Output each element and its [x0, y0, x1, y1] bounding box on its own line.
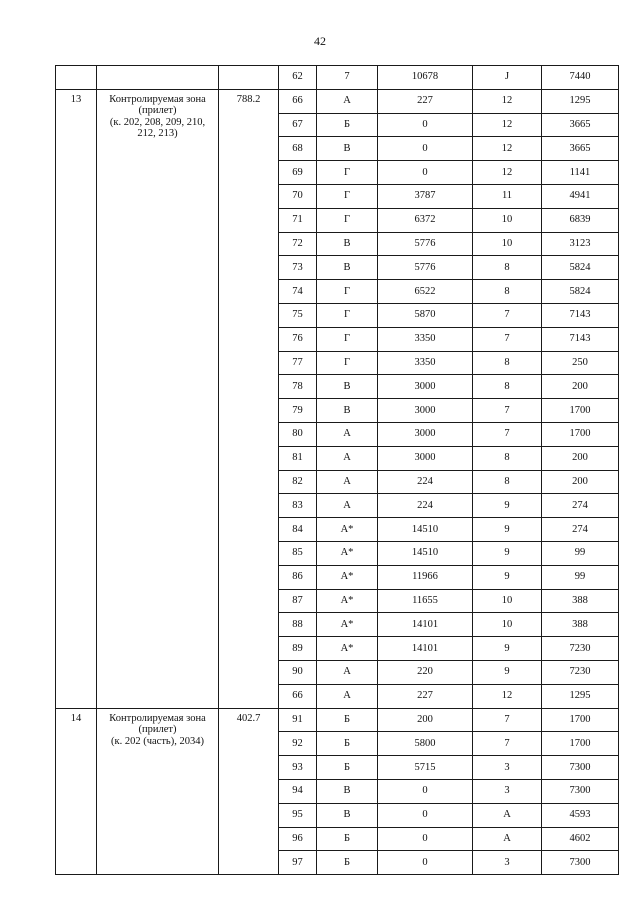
coordinate-value: 200: [542, 446, 619, 470]
coordinate-value: 200: [542, 470, 619, 494]
distance-value: 0: [378, 161, 473, 185]
point-number: 72: [279, 232, 317, 256]
distance-value: 200: [378, 708, 473, 732]
edge-type: А*: [317, 518, 378, 542]
edge-type: Г: [317, 280, 378, 304]
height-value: 7: [473, 327, 542, 351]
distance-value: 14101: [378, 613, 473, 637]
distance-value: 11655: [378, 589, 473, 613]
coordinate-value: 1295: [542, 684, 619, 708]
edge-type: В: [317, 399, 378, 423]
distance-value: 10678: [378, 66, 473, 90]
coordinate-value: 1700: [542, 708, 619, 732]
point-number: 79: [279, 399, 317, 423]
height-value: А: [473, 827, 542, 851]
coordinate-value: 6839: [542, 208, 619, 232]
distance-value: 227: [378, 684, 473, 708]
table-row: [56, 708, 619, 732]
coordinate-value: 3123: [542, 232, 619, 256]
point-number: 92: [279, 732, 317, 756]
distance-value: 14510: [378, 541, 473, 565]
height-value: 3: [473, 779, 542, 803]
coordinate-value: 7230: [542, 660, 619, 684]
height-value: J: [473, 66, 542, 90]
point-number: 97: [279, 851, 317, 875]
point-number: 89: [279, 637, 317, 661]
point-number: 78: [279, 375, 317, 399]
point-number: 87: [279, 589, 317, 613]
coordinate-value: 7300: [542, 756, 619, 780]
height-value: 9: [473, 637, 542, 661]
zone-line: 212, 213): [137, 128, 178, 140]
empty-cell: [219, 66, 279, 90]
zone-line: (к. 202 (часть), 2034): [111, 735, 204, 747]
point-number: 66: [279, 684, 317, 708]
edge-type: Б: [317, 827, 378, 851]
height-value: 7: [473, 732, 542, 756]
distance-value: 0: [378, 803, 473, 827]
point-number: 88: [279, 613, 317, 637]
edge-type: А: [317, 684, 378, 708]
point-number: 84: [279, 518, 317, 542]
height-value: 8: [473, 280, 542, 304]
section-number: 13: [56, 89, 97, 708]
edge-type: А: [317, 446, 378, 470]
point-number: 93: [279, 756, 317, 780]
zone-area: 402.7: [219, 708, 279, 875]
empty-cell: [97, 66, 219, 90]
edge-type: В: [317, 803, 378, 827]
point-number: 83: [279, 494, 317, 518]
edge-type: В: [317, 375, 378, 399]
edge-type: Б: [317, 113, 378, 137]
edge-type: Г: [317, 208, 378, 232]
distance-value: 3000: [378, 375, 473, 399]
distance-value: 14510: [378, 518, 473, 542]
height-value: 10: [473, 613, 542, 637]
edge-type: А*: [317, 565, 378, 589]
coordinate-value: 7440: [542, 66, 619, 90]
distance-value: 0: [378, 113, 473, 137]
coordinate-table: [55, 65, 619, 875]
coordinate-value: 388: [542, 613, 619, 637]
distance-value: 5715: [378, 756, 473, 780]
edge-type: А*: [317, 541, 378, 565]
distance-value: 3000: [378, 422, 473, 446]
point-number: 80: [279, 422, 317, 446]
height-value: 10: [473, 589, 542, 613]
point-number: 86: [279, 565, 317, 589]
coordinate-value: 1700: [542, 732, 619, 756]
coordinate-value: 3665: [542, 113, 619, 137]
page-number: 42: [314, 34, 326, 48]
coordinate-value: 1295: [542, 89, 619, 113]
coordinate-value: 4593: [542, 803, 619, 827]
height-value: 9: [473, 541, 542, 565]
edge-type: А: [317, 89, 378, 113]
zone-line: Контролируемая зона: [109, 93, 206, 105]
edge-type: Г: [317, 351, 378, 375]
distance-value: 5800: [378, 732, 473, 756]
height-value: 9: [473, 494, 542, 518]
point-number: 71: [279, 208, 317, 232]
distance-value: 6522: [378, 280, 473, 304]
distance-value: 0: [378, 827, 473, 851]
point-number: 68: [279, 137, 317, 161]
height-value: 8: [473, 256, 542, 280]
point-number: 73: [279, 256, 317, 280]
height-value: 9: [473, 565, 542, 589]
edge-type: А: [317, 660, 378, 684]
height-value: 8: [473, 375, 542, 399]
distance-value: 3350: [378, 327, 473, 351]
point-number: 96: [279, 827, 317, 851]
height-value: 10: [473, 208, 542, 232]
point-number: 67: [279, 113, 317, 137]
height-value: 9: [473, 518, 542, 542]
edge-type: Б: [317, 708, 378, 732]
zone-line: (прилет): [138, 105, 177, 117]
height-value: 7: [473, 422, 542, 446]
coordinate-value: 274: [542, 518, 619, 542]
coordinate-value: 1700: [542, 399, 619, 423]
point-number: 74: [279, 280, 317, 304]
height-value: 12: [473, 684, 542, 708]
coordinate-value: 4602: [542, 827, 619, 851]
zone-area: 788.2: [219, 89, 279, 708]
edge-type: Г: [317, 303, 378, 327]
point-number: 69: [279, 161, 317, 185]
distance-value: 220: [378, 660, 473, 684]
distance-value: 6372: [378, 208, 473, 232]
edge-type: А: [317, 494, 378, 518]
coordinate-value: 7300: [542, 851, 619, 875]
distance-value: 3000: [378, 446, 473, 470]
edge-type: А: [317, 422, 378, 446]
coordinate-value: 7143: [542, 303, 619, 327]
edge-type: В: [317, 779, 378, 803]
distance-value: 0: [378, 779, 473, 803]
edge-type: Г: [317, 184, 378, 208]
height-value: 12: [473, 89, 542, 113]
edge-type: Б: [317, 756, 378, 780]
distance-value: 14101: [378, 637, 473, 661]
empty-cell: [56, 66, 97, 90]
point-number: 94: [279, 779, 317, 803]
height-value: 8: [473, 446, 542, 470]
height-value: 7: [473, 708, 542, 732]
zone-description: [97, 708, 219, 875]
edge-type: Б: [317, 732, 378, 756]
edge-type: В: [317, 256, 378, 280]
coordinate-value: 99: [542, 565, 619, 589]
point-number: 90: [279, 660, 317, 684]
distance-value: 5776: [378, 232, 473, 256]
section-number: 14: [56, 708, 97, 875]
distance-value: 0: [378, 137, 473, 161]
point-number: 81: [279, 446, 317, 470]
coordinate-value: 99: [542, 541, 619, 565]
zone-line: (к. 202, 208, 209, 210,: [109, 116, 206, 128]
coordinate-value: 3665: [542, 137, 619, 161]
height-value: 12: [473, 113, 542, 137]
edge-type: 7: [317, 66, 378, 90]
point-number: 62: [279, 66, 317, 90]
distance-value: 227: [378, 89, 473, 113]
coordinate-value: 5824: [542, 280, 619, 304]
table-body: [56, 66, 619, 875]
point-number: 95: [279, 803, 317, 827]
height-value: 7: [473, 399, 542, 423]
distance-value: 3000: [378, 399, 473, 423]
coordinate-value: 200: [542, 375, 619, 399]
coordinate-value: 7300: [542, 779, 619, 803]
distance-value: 5776: [378, 256, 473, 280]
edge-type: Г: [317, 161, 378, 185]
zone-line: Контролируемая зона: [109, 712, 206, 724]
coordinate-value: 1141: [542, 161, 619, 185]
edge-type: А*: [317, 589, 378, 613]
coordinate-value: 7230: [542, 637, 619, 661]
table-row: [56, 66, 619, 90]
height-value: 10: [473, 232, 542, 256]
point-number: 70: [279, 184, 317, 208]
coordinate-value: 4941: [542, 184, 619, 208]
point-number: 91: [279, 708, 317, 732]
coordinate-value: 388: [542, 589, 619, 613]
coordinate-value: 5824: [542, 256, 619, 280]
edge-type: В: [317, 232, 378, 256]
height-value: 12: [473, 161, 542, 185]
edge-type: Б: [317, 851, 378, 875]
zone-description: [97, 89, 219, 708]
height-value: 11: [473, 184, 542, 208]
edge-type: Г: [317, 327, 378, 351]
point-number: 75: [279, 303, 317, 327]
distance-value: 3350: [378, 351, 473, 375]
distance-value: 3787: [378, 184, 473, 208]
height-value: 3: [473, 851, 542, 875]
table-row: [56, 89, 619, 113]
height-value: А: [473, 803, 542, 827]
point-number: 82: [279, 470, 317, 494]
coordinate-value: 274: [542, 494, 619, 518]
zone-line: (прилет): [138, 724, 177, 736]
distance-value: 0: [378, 851, 473, 875]
edge-type: А*: [317, 613, 378, 637]
edge-type: А: [317, 470, 378, 494]
height-value: 3: [473, 756, 542, 780]
height-value: 8: [473, 351, 542, 375]
point-number: 77: [279, 351, 317, 375]
distance-value: 224: [378, 494, 473, 518]
point-number: 66: [279, 89, 317, 113]
edge-type: А*: [317, 637, 378, 661]
coordinate-value: 1700: [542, 422, 619, 446]
edge-type: В: [317, 137, 378, 161]
height-value: 9: [473, 660, 542, 684]
height-value: 12: [473, 137, 542, 161]
coordinate-value: 250: [542, 351, 619, 375]
distance-value: 224: [378, 470, 473, 494]
distance-value: 5870: [378, 303, 473, 327]
point-number: 76: [279, 327, 317, 351]
coordinate-value: 7143: [542, 327, 619, 351]
point-number: 85: [279, 541, 317, 565]
height-value: 7: [473, 303, 542, 327]
height-value: 8: [473, 470, 542, 494]
distance-value: 11966: [378, 565, 473, 589]
